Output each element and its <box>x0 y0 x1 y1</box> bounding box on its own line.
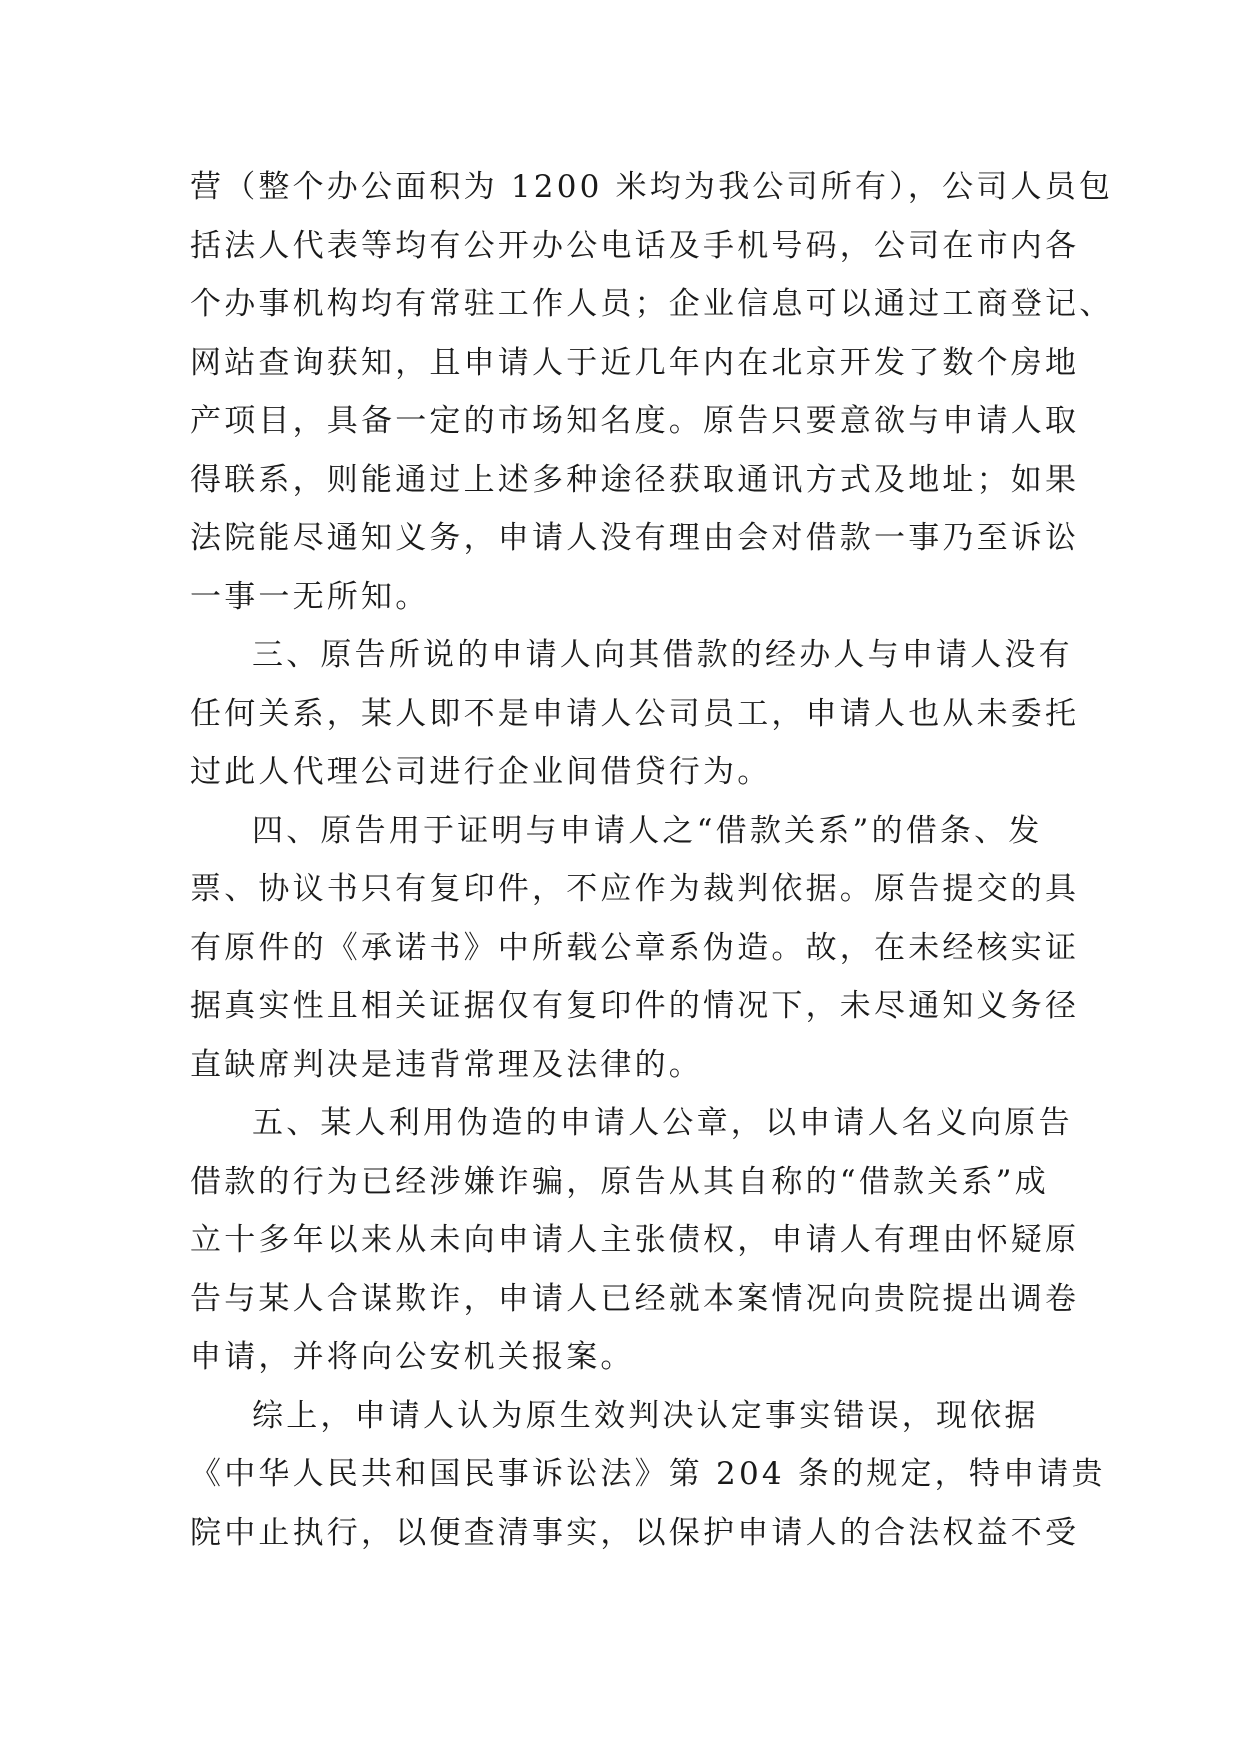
body-line: 法院能尽通知义务，申请人没有理由会对借款一事乃至诉讼 <box>190 520 1080 556</box>
body-line: 告与某人合谋欺诈，申请人已经就本案情况向贵院提出调卷 <box>190 1280 1080 1317</box>
body-line: 得联系，则能通过上述多种途径获取通讯方式及地址；如果 <box>190 461 1080 498</box>
paragraph-first-line: 四、原告用于证明与申请人之“借款关系”的借条、发 <box>252 812 1043 849</box>
body-line: 一事一无所知。 <box>190 578 430 615</box>
body-line: 有原件的《承诺书》中所载公章系伪造。故，在未经核实证 <box>190 929 1080 966</box>
body-line: 产项目，具备一定的市场知名度。原告只要意欲与申请人取 <box>190 403 1080 439</box>
body-line: 院中止执行，以便查清事实，以保护申请人的合法权益不受 <box>190 1514 1080 1551</box>
body-line: 过此人代理公司进行企业间借贷行为。 <box>190 754 772 790</box>
document-body <box>190 158 1114 1562</box>
body-line: 《中华人民共和国民事诉讼法》第 204 条的规定，特申请贵 <box>190 1456 1106 1492</box>
body-line: 申请，并将向公安机关报案。 <box>190 1339 635 1375</box>
body-line: 直缺席判决是违背常理及法律的。 <box>190 1046 703 1083</box>
body-line: 营（整个办公面积为 1200 米均为我公司所有），公司人员包 <box>190 169 1114 205</box>
body-line: 据真实性且相关证据仅有复印件的情况下，未尽通知义务径 <box>190 988 1080 1024</box>
body-line: 借款的行为已经涉嫌诈骗，原告从其自称的“借款关系”成 <box>190 1163 1049 1200</box>
body-line: 括法人代表等均有公开办公电话及手机号码，公司在市内各 <box>190 227 1080 264</box>
body-line: 任何关系，某人即不是申请人公司员工，申请人也从未委托 <box>190 695 1080 732</box>
body-line: 个办事机构均有常驻工作人员；企业信息可以通过工商登记、 <box>190 286 1114 322</box>
paragraph-first-line: 综上，申请人认为原生效判决认定事实错误，现依据 <box>252 1397 1039 1434</box>
body-line: 网站查询获知，且申请人于近几年内在北京开发了数个房地 <box>190 344 1080 381</box>
body-line: 立十多年以来从未向申请人主张债权，申请人有理由怀疑原 <box>190 1222 1080 1258</box>
paragraph-first-line: 三、原告所说的申请人向其借款的经办人与申请人没有 <box>252 637 1073 673</box>
paragraph-first-line: 五、某人利用伪造的申请人公章，以申请人名义向原告 <box>252 1105 1073 1141</box>
body-line: 票、协议书只有复印件，不应作为裁判依据。原告提交的具 <box>190 871 1080 907</box>
